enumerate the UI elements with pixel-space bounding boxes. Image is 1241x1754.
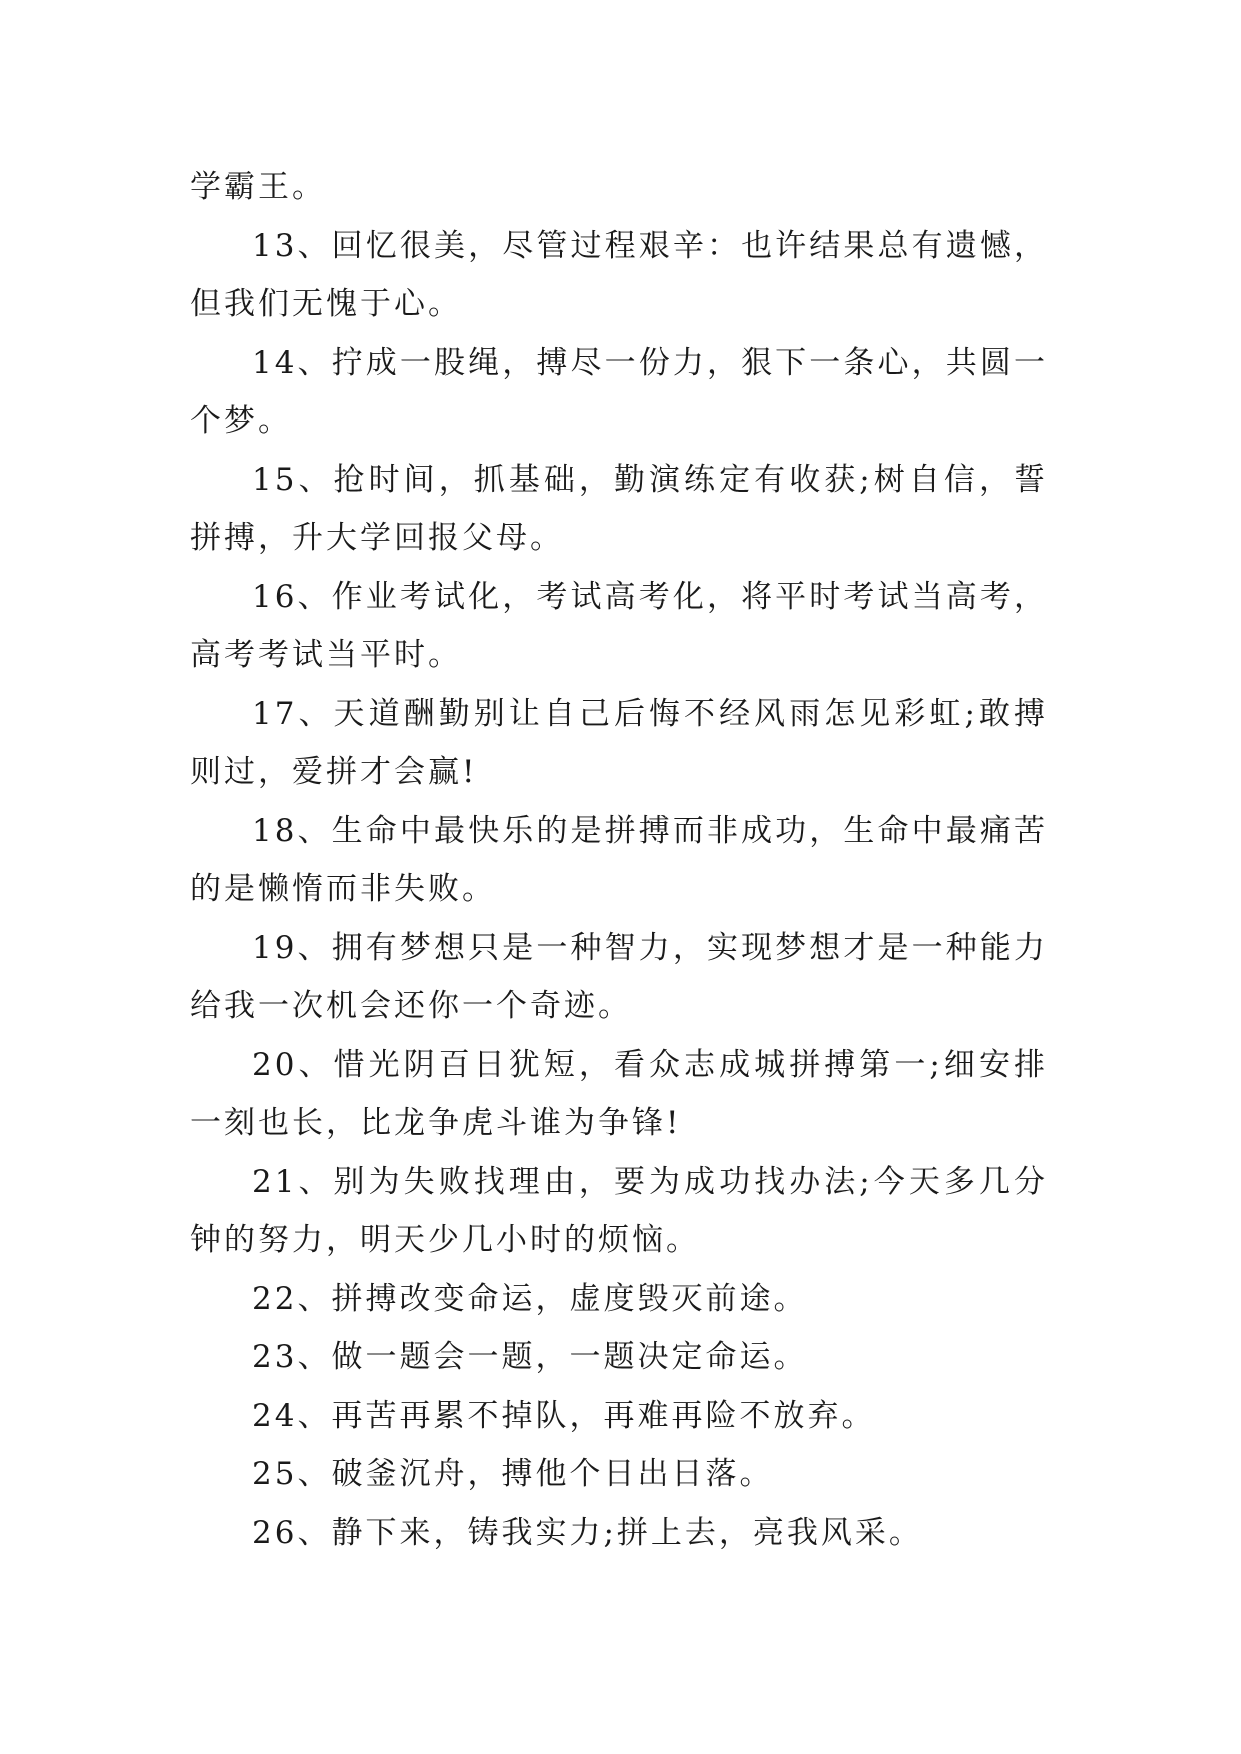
list-item-18: 18、生命中最快乐的是拼搏而非成功，生命中最痛苦的是懒惰而非失败。 — [190, 812, 1048, 907]
list-item-23: 23、做一题会一题，一题决定命运。 — [252, 1339, 808, 1375]
list-item-25: 25、破釜沉舟，搏他个日出日落。 — [252, 1456, 774, 1492]
list-item-14: 14、拧成一股绳，搏尽一份力，狠下一条心，共圆一个梦。 — [190, 344, 1048, 439]
list-item-26: 26、静下来，铸我实力;拼上去，亮我风采。 — [252, 1514, 923, 1551]
list-item-15: 15、抢时间，抓基础，勤演练定有收获;树自信，誓拼搏，升大学回报父母。 — [190, 461, 1048, 556]
document-body — [190, 158, 1048, 1562]
list-item-21: 21、别为失败找理由，要为成功找办法;今天多几分钟的努力，明天少几小时的烦恼。 — [190, 1163, 1048, 1258]
list-item-22: 22、拼搏改变命运，虚度毁灭前途。 — [252, 1280, 808, 1317]
list-item-20: 20、惜光阴百日犹短，看众志成城拼搏第一;细安排一刻也长，比龙争虎斗谁为争锋! — [190, 1046, 1048, 1141]
list-item-17: 17、天道酬勤别让自己后悔不经风雨怎见彩虹;敢搏则过，爱拼才会赢! — [190, 695, 1048, 790]
list-item-24: 24、再苦再累不掉队，再难再险不放弃。 — [252, 1397, 876, 1434]
list-item-16: 16、作业考试化，考试高考化，将平时考试当高考，高考考试当平时。 — [190, 578, 1048, 673]
list-item-19: 19、拥有梦想只是一种智力，实现梦想才是一种能力给我一次机会还你一个奇迹。 — [190, 929, 1048, 1024]
list-item-13: 13、回忆很美，尽管过程艰辛：也许结果总有遗憾，但我们无愧于心。 — [190, 227, 1048, 322]
paragraph-continuation: 学霸王。 — [190, 169, 326, 205]
